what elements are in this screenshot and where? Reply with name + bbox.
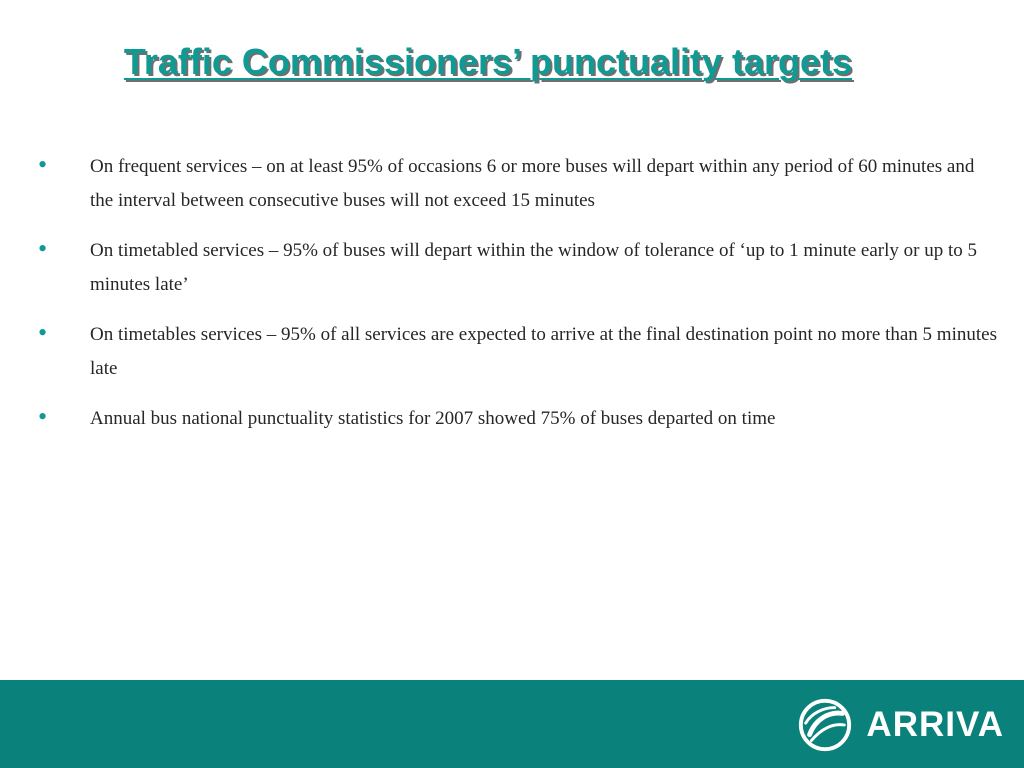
- arriva-swirl-icon: [796, 696, 854, 754]
- footer-bar: [0, 680, 1024, 768]
- bullet-item: [38, 234, 998, 302]
- bullet-icon: •: [38, 402, 48, 431]
- logo-text: ARRIVA: [866, 705, 1004, 744]
- bullet-icon: •: [38, 234, 48, 263]
- bullet-text: On frequent services – on at least 95% of occasions 6 or more buses will depart within any period of 60 minutes and the interval between consecutive buses will not exceed 15 minutes: [90, 156, 975, 211]
- bullet-list: [38, 150, 998, 452]
- bullet-icon: •: [38, 150, 48, 179]
- bullet-text: On timetabled services – 95% of buses will depart within the window of tolerance of ‘up to 1 minute early or up to 5 minutes late’: [90, 240, 977, 295]
- bullet-icon: •: [38, 318, 48, 347]
- bullet-item: [38, 318, 998, 386]
- bullet-text: Annual bus national punctuality statistics for 2007 showed 75% of buses departed on time: [90, 408, 776, 429]
- arriva-logo: [796, 696, 1004, 754]
- bullet-item: [38, 402, 998, 436]
- bullet-item: [38, 150, 998, 218]
- bullet-text: On timetables services – 95% of all services are expected to arrive at the final destination point no more than 5 minutes late: [90, 324, 997, 379]
- slide-title: Traffic Commissioners’ punctuality targets: [123, 41, 853, 82]
